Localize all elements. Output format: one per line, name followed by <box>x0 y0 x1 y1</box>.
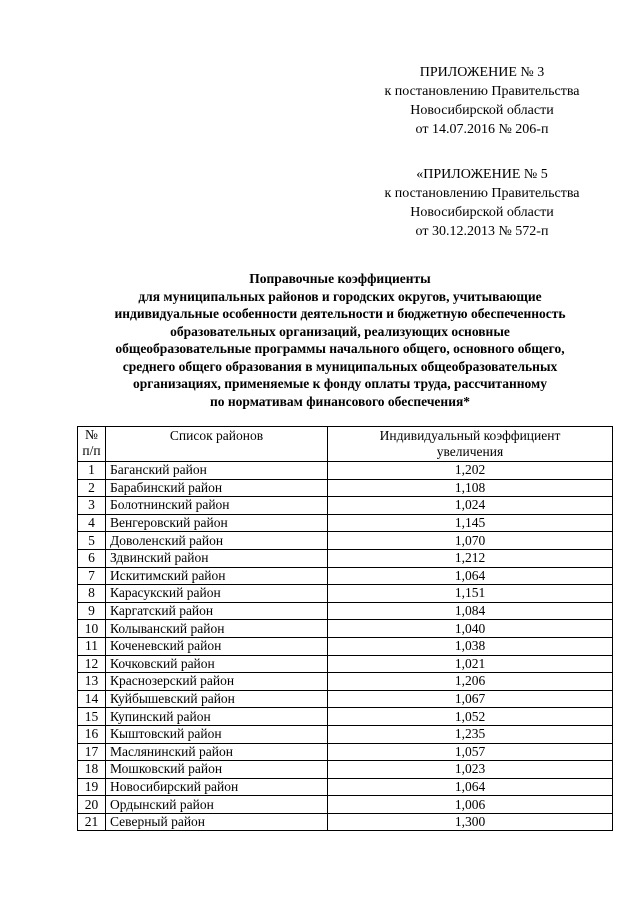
table-row <box>78 532 613 550</box>
appendix-3-line: Новосибирской области <box>410 103 554 118</box>
district-name: Баганский район <box>106 462 328 480</box>
coefficient-value: 1,057 <box>328 743 613 761</box>
district-name: Мошковский район <box>106 761 328 779</box>
table-header-row <box>78 427 613 462</box>
coefficient-value: 1,070 <box>328 532 613 550</box>
district-name: Ордынский район <box>106 796 328 814</box>
appendix-3-reference <box>352 63 612 139</box>
row-number: 16 <box>78 725 106 743</box>
appendix-5-date: от 30.12.2013 № 572-п <box>415 224 549 239</box>
row-number: 2 <box>78 479 106 497</box>
coefficient-value: 1,108 <box>328 479 613 497</box>
coefficient-value: 1,040 <box>328 620 613 638</box>
district-name: Северный район <box>106 813 328 831</box>
coefficient-value: 1,038 <box>328 637 613 655</box>
row-number: 12 <box>78 655 106 673</box>
title-line: организациях, применяемые к фонду оплаты труда, рассчитанному <box>133 376 547 391</box>
district-name: Маслянинский район <box>106 743 328 761</box>
coefficient-value: 1,084 <box>328 602 613 620</box>
coefficient-value: 1,052 <box>328 708 613 726</box>
row-number: 11 <box>78 637 106 655</box>
appendix-5-line: Новосибирской области <box>410 205 554 220</box>
title-line: среднего общего образования в муниципальных общеобразовательных <box>122 358 558 374</box>
table-row <box>78 497 613 515</box>
row-number: 6 <box>78 549 106 567</box>
document-title <box>60 270 620 410</box>
district-name: Куйбышевский район <box>106 690 328 708</box>
table-row <box>78 655 613 673</box>
title-line: общеобразовательные программы начального общего, основного общего, <box>115 341 565 356</box>
district-name: Краснозерский район <box>106 673 328 691</box>
coefficient-value: 1,206 <box>328 673 613 691</box>
district-name: Купинский район <box>106 708 328 726</box>
title-line: образовательных организаций, реализующих основные <box>170 323 510 339</box>
coefficient-value: 1,235 <box>328 725 613 743</box>
district-name: Здвинский район <box>106 549 328 567</box>
appendix-5-heading: «ПРИЛОЖЕНИЕ № 5 <box>416 167 548 182</box>
appendix-5-line: к постановлению Правительства <box>384 186 580 201</box>
header-district-list: Список районов <box>106 427 328 462</box>
coefficient-value: 1,067 <box>328 690 613 708</box>
row-number: 3 <box>78 497 106 515</box>
header-number <box>78 427 106 462</box>
coefficient-value: 1,021 <box>328 655 613 673</box>
appendix-3-line: к постановлению Правительства <box>384 84 580 99</box>
appendix-3-date: от 14.07.2016 № 206-п <box>415 122 549 137</box>
table-row <box>78 725 613 743</box>
title-line: по нормативам финансового обеспечения* <box>209 393 471 409</box>
table-row <box>78 796 613 814</box>
district-name: Венгеровский район <box>106 514 328 532</box>
row-number: 20 <box>78 796 106 814</box>
table-row <box>78 602 613 620</box>
title-line: индивидуальные особенности деятельности и бюджетную обеспеченность <box>114 306 566 321</box>
row-number: 15 <box>78 708 106 726</box>
coefficient-value: 1,202 <box>328 462 613 480</box>
table-row <box>78 761 613 779</box>
appendix-3-heading: ПРИЛОЖЕНИЕ № 3 <box>419 65 545 80</box>
table-body <box>78 462 613 831</box>
header-number-line2: п/п <box>82 443 101 458</box>
coefficient-value: 1,024 <box>328 497 613 515</box>
table-row <box>78 514 613 532</box>
row-number: 14 <box>78 690 106 708</box>
district-name: Барабинский район <box>106 479 328 497</box>
row-number: 7 <box>78 567 106 585</box>
table-row <box>78 462 613 480</box>
district-name: Каргатский район <box>106 602 328 620</box>
coefficient-value: 1,300 <box>328 813 613 831</box>
header-coefficient-line1: Индивидуальный коэффициент <box>379 428 561 443</box>
table-row <box>78 708 613 726</box>
header-coefficient <box>328 427 613 462</box>
coefficient-value: 1,064 <box>328 778 613 796</box>
district-name: Карасукский район <box>106 585 328 603</box>
row-number: 21 <box>78 813 106 831</box>
row-number: 1 <box>78 462 106 480</box>
title-line: Поправочные коэффициенты <box>249 271 431 286</box>
table-row <box>78 549 613 567</box>
table-row <box>78 673 613 691</box>
table-row <box>78 637 613 655</box>
row-number: 8 <box>78 585 106 603</box>
district-name: Кочковский район <box>106 655 328 673</box>
table-row <box>78 690 613 708</box>
row-number: 13 <box>78 673 106 691</box>
coefficient-value: 1,145 <box>328 514 613 532</box>
district-name: Новосибирский район <box>106 778 328 796</box>
district-name: Доволенский район <box>106 532 328 550</box>
row-number: 19 <box>78 778 106 796</box>
header-number-line1: № <box>85 427 98 442</box>
row-number: 9 <box>78 602 106 620</box>
row-number: 4 <box>78 514 106 532</box>
coefficient-value: 1,064 <box>328 567 613 585</box>
coefficient-value: 1,212 <box>328 549 613 567</box>
header-coefficient-line2: увеличения <box>436 444 504 459</box>
table-row <box>78 567 613 585</box>
district-name: Искитимский район <box>106 567 328 585</box>
table-row <box>78 585 613 603</box>
coefficients-table <box>77 426 613 831</box>
row-number: 5 <box>78 532 106 550</box>
table-row <box>78 813 613 831</box>
district-name: Кыштовский район <box>106 725 328 743</box>
row-number: 10 <box>78 620 106 638</box>
table-row <box>78 778 613 796</box>
coefficient-value: 1,006 <box>328 796 613 814</box>
district-name: Болотнинский район <box>106 497 328 515</box>
row-number: 17 <box>78 743 106 761</box>
table-row <box>78 743 613 761</box>
coefficient-value: 1,023 <box>328 761 613 779</box>
appendix-5-reference <box>352 165 612 241</box>
district-name: Коченевский район <box>106 637 328 655</box>
district-name: Колыванский район <box>106 620 328 638</box>
table-row <box>78 620 613 638</box>
row-number: 18 <box>78 761 106 779</box>
coefficient-value: 1,151 <box>328 585 613 603</box>
table-row <box>78 479 613 497</box>
title-line: для муниципальных районов и городских округов, учитывающие <box>138 288 542 304</box>
